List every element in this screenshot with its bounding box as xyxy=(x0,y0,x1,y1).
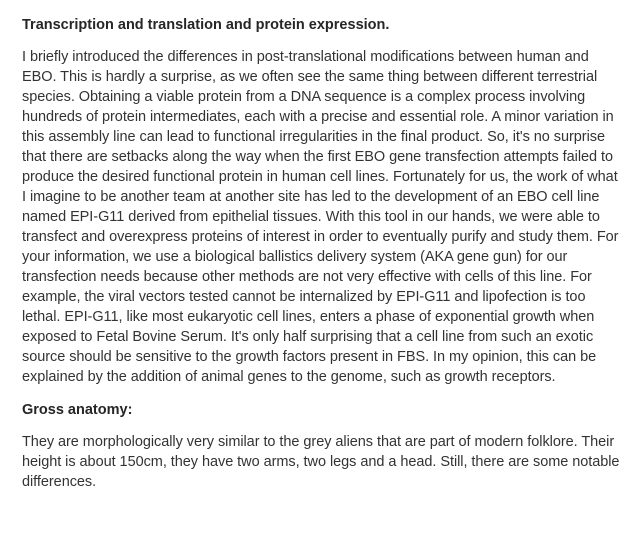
spacer xyxy=(22,35,624,47)
section-paragraph-transcription: I briefly introduced the differences in post-translational modifications between human and EBO. This is hardly a surprise, as we often see the same thing between different terrestrial species. Obtaining a viable protein from a DNA sequence is a complex process involving hundreds of protein intermediates, each with a precise and essential role. A minor variation in this assembly line can lead to functional irregularities in the final product. So, it's no surprise that there are setbacks along the way when the first EBO gene transfection attempts failed to produce the desired functional protein in human cell lines. Fortunately for us, the work of what I imagine to be another team at another site has led to the development of an EBO cell line named EPI-G11 derived from epithelial tissues. With this tool in our hands, we were able to transfect and overexpress proteins of interest in order to eventually purify and study them. For your information, we use a biological ballistics delivery system (AKA gene gun) for our transfection needs because other methods are not very effective with cells of this line. For example, the viral vectors tested cannot be internalized by EPI-G11 and lipofection is too lethal. EPI-G11, like most eukaryotic cell lines, enters a phase of exponential growth when exposed to Fetal Bovine Serum. It's only half surprising that a cell line from such an exotic source should be sensitive to the growth factors present in FBS. In my opinion, this can be explained by the addition of animal genes to the genome, such as growth receptors. xyxy=(22,49,619,385)
section-heading-transcription: Transcription and translation and protein expression. xyxy=(22,17,390,33)
section-heading-gross-anatomy: Gross anatomy: xyxy=(22,402,133,418)
spacer xyxy=(22,387,624,400)
spacer xyxy=(22,420,624,432)
section-paragraph-gross-anatomy: They are morphologically very similar to the grey aliens that are part of modern folklore. Their height is about 150cm, they have two arms, two legs and a head. Still, there are some notable differences. xyxy=(22,434,620,490)
